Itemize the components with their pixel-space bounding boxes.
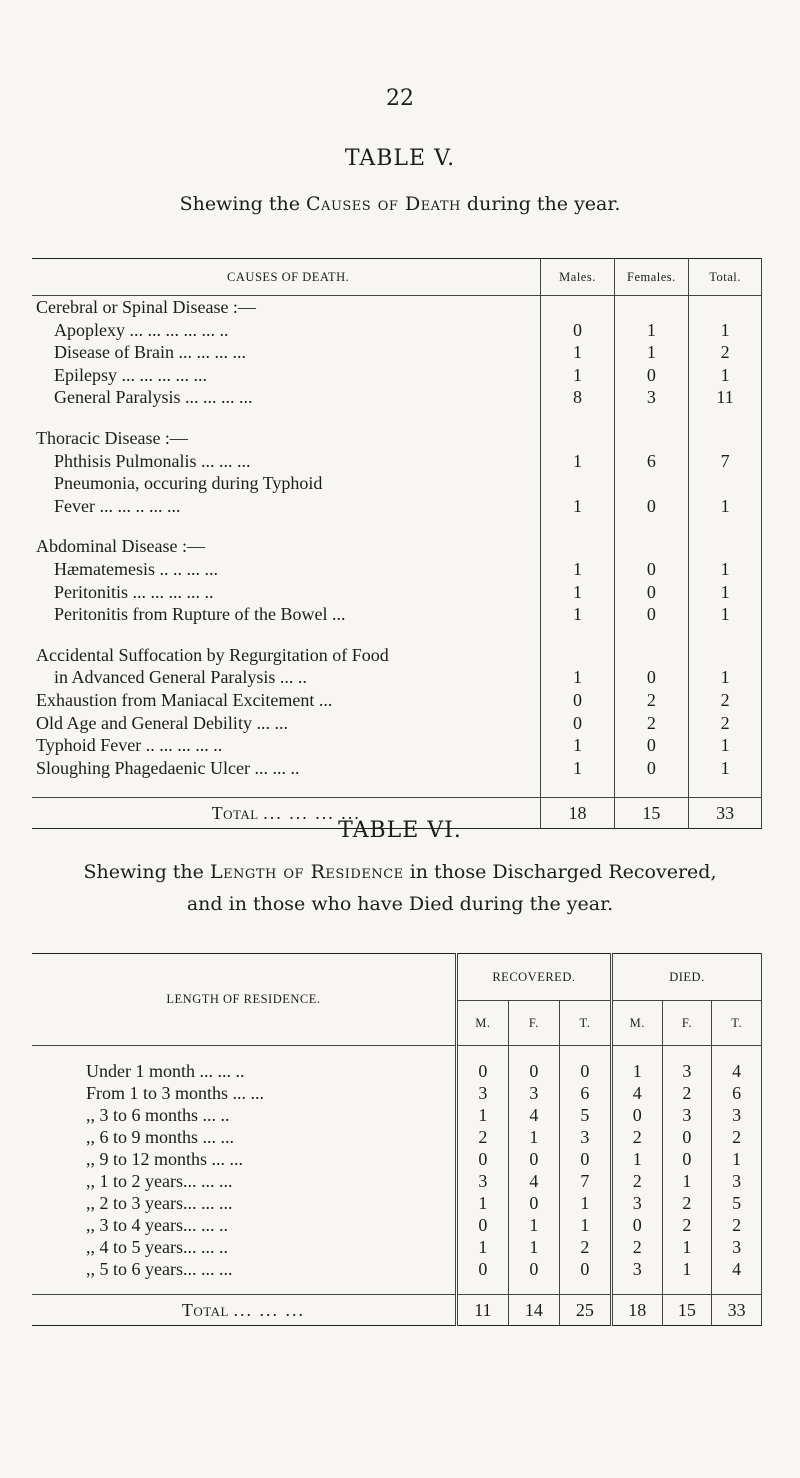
recovered-t: 1	[559, 1214, 611, 1236]
spacer-cell	[541, 517, 614, 535]
empty-cell	[614, 296, 688, 319]
died-f: 3	[662, 1060, 712, 1082]
died-f: 3	[662, 1104, 712, 1126]
males-value: 8	[541, 386, 614, 409]
died-f: 1	[662, 1170, 712, 1192]
residence-label: From 1 to 3 months ... ...	[86, 1083, 265, 1103]
spacer-cell	[689, 779, 762, 798]
recovered-t: 5	[559, 1104, 611, 1126]
empty-cell	[614, 427, 688, 450]
spacer-cell	[712, 1280, 762, 1295]
residence-label: ,, 3 to 4 years... ... ..	[86, 1215, 228, 1235]
recovered-t: 1	[559, 1192, 611, 1214]
died-m: 1	[611, 1148, 662, 1170]
died-f: 0	[662, 1148, 712, 1170]
spacer-cell	[689, 626, 762, 644]
spacer-row	[32, 1046, 762, 1061]
spacer-cell	[541, 626, 614, 644]
recovered-f: 0	[508, 1258, 559, 1280]
died-m: 3	[611, 1258, 662, 1280]
recovered-f: 4	[508, 1170, 559, 1192]
spacer-cell	[689, 409, 762, 427]
spacer-cell	[541, 779, 614, 798]
died-f: 2	[662, 1082, 712, 1104]
cause-label: Fever ... ... .. ... ...	[54, 495, 181, 516]
empty-cell	[614, 644, 688, 667]
recovered-m: 1	[456, 1236, 508, 1258]
males-value: 1	[541, 734, 614, 757]
recovered-t: 0	[559, 1148, 611, 1170]
residence-label: ,, 1 to 2 years... ... ...	[86, 1171, 233, 1191]
table5-title: TABLE V.	[344, 146, 456, 171]
header-total: Total.	[689, 259, 762, 296]
total-recovered-t: 25	[559, 1295, 611, 1326]
table-row	[32, 1258, 762, 1280]
females-value: 0	[614, 757, 688, 780]
group-header-row	[32, 427, 762, 450]
females-value: 1	[614, 319, 688, 342]
cause-label: Exhaustion from Maniacal Excitement ...	[36, 689, 333, 710]
males-value: 1	[541, 495, 614, 518]
table-row	[32, 734, 762, 757]
died-f: 0	[662, 1126, 712, 1148]
spacer-row	[32, 626, 762, 644]
spacer-cell	[32, 409, 541, 427]
died-m: 0	[611, 1214, 662, 1236]
table-row	[32, 1236, 762, 1258]
residence-label: ,, 9 to 12 months ... ...	[86, 1149, 244, 1169]
recovered-t: 2	[559, 1236, 611, 1258]
table6-title: TABLE VI.	[338, 818, 462, 843]
males-value: 1	[541, 450, 614, 473]
total-row	[32, 1295, 762, 1326]
empty-cell	[541, 644, 614, 667]
table-row	[32, 1060, 762, 1082]
table-row	[32, 472, 762, 495]
total-died-m: 18	[611, 1295, 662, 1326]
total-value: 11	[689, 386, 762, 409]
recovered-t: 0	[559, 1060, 611, 1082]
header-died-m: M.	[611, 1001, 662, 1046]
empty-cell	[614, 535, 688, 558]
table-row	[32, 603, 762, 626]
total-value: 2	[689, 341, 762, 364]
recovered-m: 0	[456, 1060, 508, 1082]
spacer-row	[32, 517, 762, 535]
recovered-t: 6	[559, 1082, 611, 1104]
total-label: Total	[211, 802, 259, 823]
table-row	[32, 364, 762, 387]
group-header-row	[32, 296, 762, 319]
males-value: 1	[541, 666, 614, 689]
group-label: Cerebral or Spinal Disease :—	[36, 297, 256, 317]
header-rec-f: F.	[508, 1001, 559, 1046]
males-value: 0	[541, 319, 614, 342]
residence-label: ,, 2 to 3 years... ... ...	[86, 1193, 233, 1213]
females-value: 1	[614, 341, 688, 364]
recovered-f: 0	[508, 1148, 559, 1170]
total-females: 15	[614, 798, 688, 829]
died-f: 1	[662, 1258, 712, 1280]
total-value: 1	[689, 666, 762, 689]
recovered-m: 0	[456, 1148, 508, 1170]
died-t: 1	[712, 1148, 762, 1170]
died-t: 6	[712, 1082, 762, 1104]
spacer-cell	[614, 626, 688, 644]
recovered-m: 1	[456, 1104, 508, 1126]
males-value: 1	[541, 364, 614, 387]
header-died-t: T.	[712, 1001, 762, 1046]
table-row	[32, 581, 762, 604]
spacer-cell	[614, 779, 688, 798]
table-row	[32, 386, 762, 409]
total-value	[689, 472, 762, 495]
table-row	[32, 319, 762, 342]
total-died-f: 15	[662, 1295, 712, 1326]
spacer-cell	[611, 1046, 662, 1061]
table5-subtitle-emphasis: Causes of Death	[306, 193, 461, 215]
total-value: 1	[689, 319, 762, 342]
spacer-cell	[32, 1280, 456, 1295]
females-value: 0	[614, 666, 688, 689]
recovered-f: 1	[508, 1126, 559, 1148]
females-value: 0	[614, 558, 688, 581]
total-value: 1	[689, 757, 762, 780]
empty-cell	[541, 296, 614, 319]
table-row	[32, 1170, 762, 1192]
cause-label: Pneumonia, occuring during Typhoid	[54, 473, 323, 494]
table-row	[32, 1148, 762, 1170]
recovered-f: 1	[508, 1236, 559, 1258]
header-rec-m: M.	[456, 1001, 508, 1046]
table-row	[32, 1214, 762, 1236]
died-f: 2	[662, 1214, 712, 1236]
recovered-t: 0	[559, 1258, 611, 1280]
empty-cell	[689, 296, 762, 319]
males-value: 1	[541, 341, 614, 364]
total-value: 7	[689, 450, 762, 473]
table6-subtitle-emphasis: Length of Residence	[209, 861, 404, 883]
spacer-row	[32, 1280, 762, 1295]
total-value: 2	[689, 712, 762, 735]
females-value: 0	[614, 734, 688, 757]
total-value: 1	[689, 558, 762, 581]
cause-label: Typhoid Fever .. ... ... ... ..	[36, 735, 223, 756]
total-recovered-m: 11	[456, 1295, 508, 1326]
died-m: 2	[611, 1126, 662, 1148]
group-label: Abdominal Disease :—	[36, 536, 205, 557]
table5-subtitle-post: during the year.	[466, 193, 621, 215]
spacer-cell	[456, 1046, 508, 1061]
spacer-cell	[508, 1046, 559, 1061]
page-number: 22	[386, 86, 414, 111]
table6	[32, 953, 762, 1326]
table6-body	[32, 1046, 762, 1326]
died-f: 2	[662, 1192, 712, 1214]
recovered-f: 1	[508, 1214, 559, 1236]
spacer-cell	[662, 1046, 712, 1061]
empty-cell	[689, 535, 762, 558]
recovered-f: 0	[508, 1060, 559, 1082]
recovered-m: 3	[456, 1082, 508, 1104]
cause-label: in Advanced General Paralysis ... ..	[54, 667, 307, 688]
table-row	[32, 1082, 762, 1104]
table5-body	[32, 296, 762, 829]
total-value: 2	[689, 689, 762, 712]
cause-label: Epilepsy ... ... ... ... ...	[54, 364, 207, 385]
spacer-cell	[712, 1046, 762, 1061]
recovered-m: 0	[456, 1214, 508, 1236]
spacer-row	[32, 409, 762, 427]
table-row	[32, 495, 762, 518]
spacer-cell	[614, 409, 688, 427]
header-recovered: RECOVERED.	[456, 954, 611, 1001]
recovered-m: 2	[456, 1126, 508, 1148]
group-header-row	[32, 535, 762, 558]
died-m: 1	[611, 1060, 662, 1082]
females-value: 2	[614, 712, 688, 735]
total-dots: ... ... ... ...	[263, 802, 361, 823]
spacer-cell	[662, 1280, 712, 1295]
recovered-m: 1	[456, 1192, 508, 1214]
table-row	[32, 341, 762, 364]
males-value: 0	[541, 689, 614, 712]
table6-subtitle	[0, 856, 800, 888]
total-total: 33	[689, 798, 762, 829]
spacer-cell	[614, 517, 688, 535]
header-length: LENGTH OF RESIDENCE.	[32, 954, 456, 1046]
cause-label: Sloughing Phagedaenic Ulcer ... ... ..	[36, 757, 300, 778]
died-t: 4	[712, 1060, 762, 1082]
females-value: 2	[614, 689, 688, 712]
died-t: 2	[712, 1126, 762, 1148]
cause-label: General Paralysis ... ... ... ...	[54, 387, 253, 408]
total-value: 1	[689, 495, 762, 518]
table5-subtitle-pre: Shewing the	[179, 193, 300, 215]
recovered-f: 4	[508, 1104, 559, 1126]
died-t: 5	[712, 1192, 762, 1214]
table-row	[32, 757, 762, 780]
header-causes: CAUSES OF DEATH.	[227, 269, 350, 284]
empty-cell	[541, 535, 614, 558]
header-died-f: F.	[662, 1001, 712, 1046]
died-m: 2	[611, 1170, 662, 1192]
males-value	[541, 472, 614, 495]
males-value: 1	[541, 757, 614, 780]
total-value: 1	[689, 603, 762, 626]
recovered-f: 3	[508, 1082, 559, 1104]
died-t: 4	[712, 1258, 762, 1280]
spacer-cell	[456, 1280, 508, 1295]
recovered-t: 3	[559, 1126, 611, 1148]
died-t: 3	[712, 1236, 762, 1258]
females-value	[614, 472, 688, 495]
total-males: 18	[541, 798, 614, 829]
died-t: 3	[712, 1170, 762, 1192]
females-value: 0	[614, 495, 688, 518]
cause-label: Peritonitis ... ... ... ... ..	[54, 581, 214, 602]
males-value: 1	[541, 558, 614, 581]
females-value: 0	[614, 581, 688, 604]
spacer-cell	[32, 779, 541, 798]
cause-label: Apoplexy ... ... ... ... ... ..	[54, 319, 229, 340]
header-females: Females.	[614, 259, 688, 296]
table6-subtitle-post: in those Discharged Recovered,	[409, 861, 717, 883]
died-m: 0	[611, 1104, 662, 1126]
recovered-m: 3	[456, 1170, 508, 1192]
residence-label: ,, 6 to 9 months ... ...	[86, 1127, 235, 1147]
residence-label: ,, 3 to 6 months ... ..	[86, 1105, 230, 1125]
spacer-cell	[559, 1280, 611, 1295]
total-label-cell	[32, 1295, 456, 1326]
recovered-m: 0	[456, 1258, 508, 1280]
died-f: 1	[662, 1236, 712, 1258]
residence-label: ,, 4 to 5 years... ... ..	[86, 1237, 228, 1257]
empty-cell	[689, 644, 762, 667]
cause-label: Accidental Suffocation by Regurgitation of Food	[36, 644, 389, 665]
cause-label: Disease of Brain ... ... ... ...	[54, 342, 246, 363]
group-label: Thoracic Disease :—	[36, 427, 188, 448]
total-died-t: 33	[712, 1295, 762, 1326]
died-m: 4	[611, 1082, 662, 1104]
header-males: Males.	[541, 259, 614, 296]
males-value: 1	[541, 603, 614, 626]
table-row	[32, 666, 762, 689]
spacer-cell	[32, 1046, 456, 1061]
died-m: 3	[611, 1192, 662, 1214]
females-value: 6	[614, 450, 688, 473]
cause-label: Peritonitis from Rupture of the Bowel ...	[54, 604, 346, 625]
males-value: 1	[541, 581, 614, 604]
cause-label: Hæmatemesis .. .. ... ...	[54, 558, 218, 579]
spacer-cell	[32, 517, 541, 535]
table5	[32, 258, 762, 829]
table-row	[32, 1104, 762, 1126]
header-rec-t: T.	[559, 1001, 611, 1046]
females-value: 0	[614, 364, 688, 387]
total-label: Total	[181, 1300, 230, 1320]
table-row	[32, 450, 762, 473]
table-row	[32, 1126, 762, 1148]
spacer-cell	[559, 1046, 611, 1061]
table5-subtitle	[0, 188, 800, 220]
residence-label: Under 1 month ... ... ..	[86, 1061, 245, 1081]
recovered-t: 7	[559, 1170, 611, 1192]
total-dots: ... ... ...	[233, 1300, 306, 1320]
total-value: 1	[689, 364, 762, 387]
cause-label: Old Age and General Debility ... ...	[36, 712, 288, 733]
table-row	[32, 689, 762, 712]
empty-cell	[689, 427, 762, 450]
spacer-cell	[32, 626, 541, 644]
spacer-cell	[508, 1280, 559, 1295]
females-value: 3	[614, 386, 688, 409]
table6-subtitle-pre: Shewing the	[83, 861, 204, 883]
recovered-f: 0	[508, 1192, 559, 1214]
total-recovered-f: 14	[508, 1295, 559, 1326]
table-row	[32, 712, 762, 735]
table6-subtitle-line2: and in those who have Died during the year.	[186, 893, 614, 915]
spacer-cell	[541, 409, 614, 427]
total-value: 1	[689, 581, 762, 604]
table-row	[32, 644, 762, 667]
header-died: DIED.	[611, 954, 761, 1001]
spacer-cell	[611, 1280, 662, 1295]
total-value: 1	[689, 734, 762, 757]
died-t: 3	[712, 1104, 762, 1126]
spacer-row	[32, 779, 762, 798]
table-row	[32, 1192, 762, 1214]
empty-cell	[541, 427, 614, 450]
residence-label: ,, 5 to 6 years... ... ...	[86, 1259, 233, 1279]
table-row	[32, 558, 762, 581]
died-t: 2	[712, 1214, 762, 1236]
died-m: 2	[611, 1236, 662, 1258]
males-value: 0	[541, 712, 614, 735]
spacer-cell	[689, 517, 762, 535]
cause-label: Phthisis Pulmonalis ... ... ...	[54, 450, 251, 471]
females-value: 0	[614, 603, 688, 626]
